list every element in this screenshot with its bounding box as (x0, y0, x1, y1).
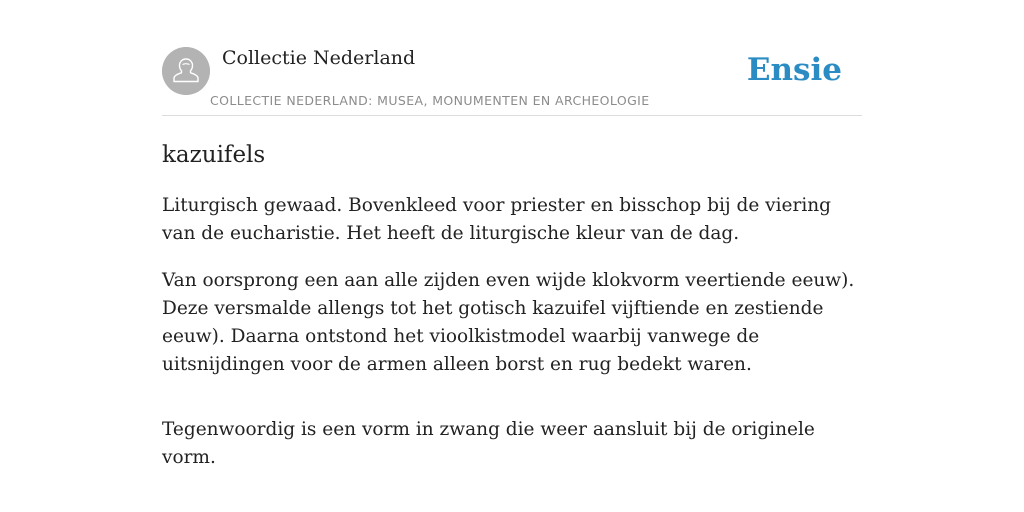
paragraph-current: Tegenwoordig is een vorm in zwang die weer aansluit bij de originele vorm. (162, 419, 815, 468)
author-name-link[interactable]: Collectie Nederland (222, 47, 416, 69)
entry-body (162, 192, 862, 491)
paragraph-history: Van oorsprong een aan alle zijden even wijde klokvorm veertiende eeuw). Deze versmalde allengs tot het gotisch kazuifel vijftiende en zestiende eeuw). Daarna ontstond het vioolkistmodel waarbij vanwege de uitsnijdingen voor de armen alleen borst en rug bedekt waren. (162, 270, 855, 375)
paragraph-definition: Liturgisch gewaad. Bovenkleed voor priester en bisschop bij de viering van de eucharistie. Het heeft de liturgische kleur van de dag. (162, 195, 831, 244)
ensie-logo[interactable]: Ensie (746, 52, 842, 88)
source-label: COLLECTIE NEDERLAND: MUSEA, MONUMENTEN EN ARCHEOLOGIE (210, 93, 650, 108)
page-container (162, 46, 862, 468)
user-placeholder-icon (162, 47, 210, 95)
author-header (162, 46, 862, 116)
author-avatar[interactable] (162, 47, 210, 95)
entry-title: kazuifels (162, 142, 266, 168)
